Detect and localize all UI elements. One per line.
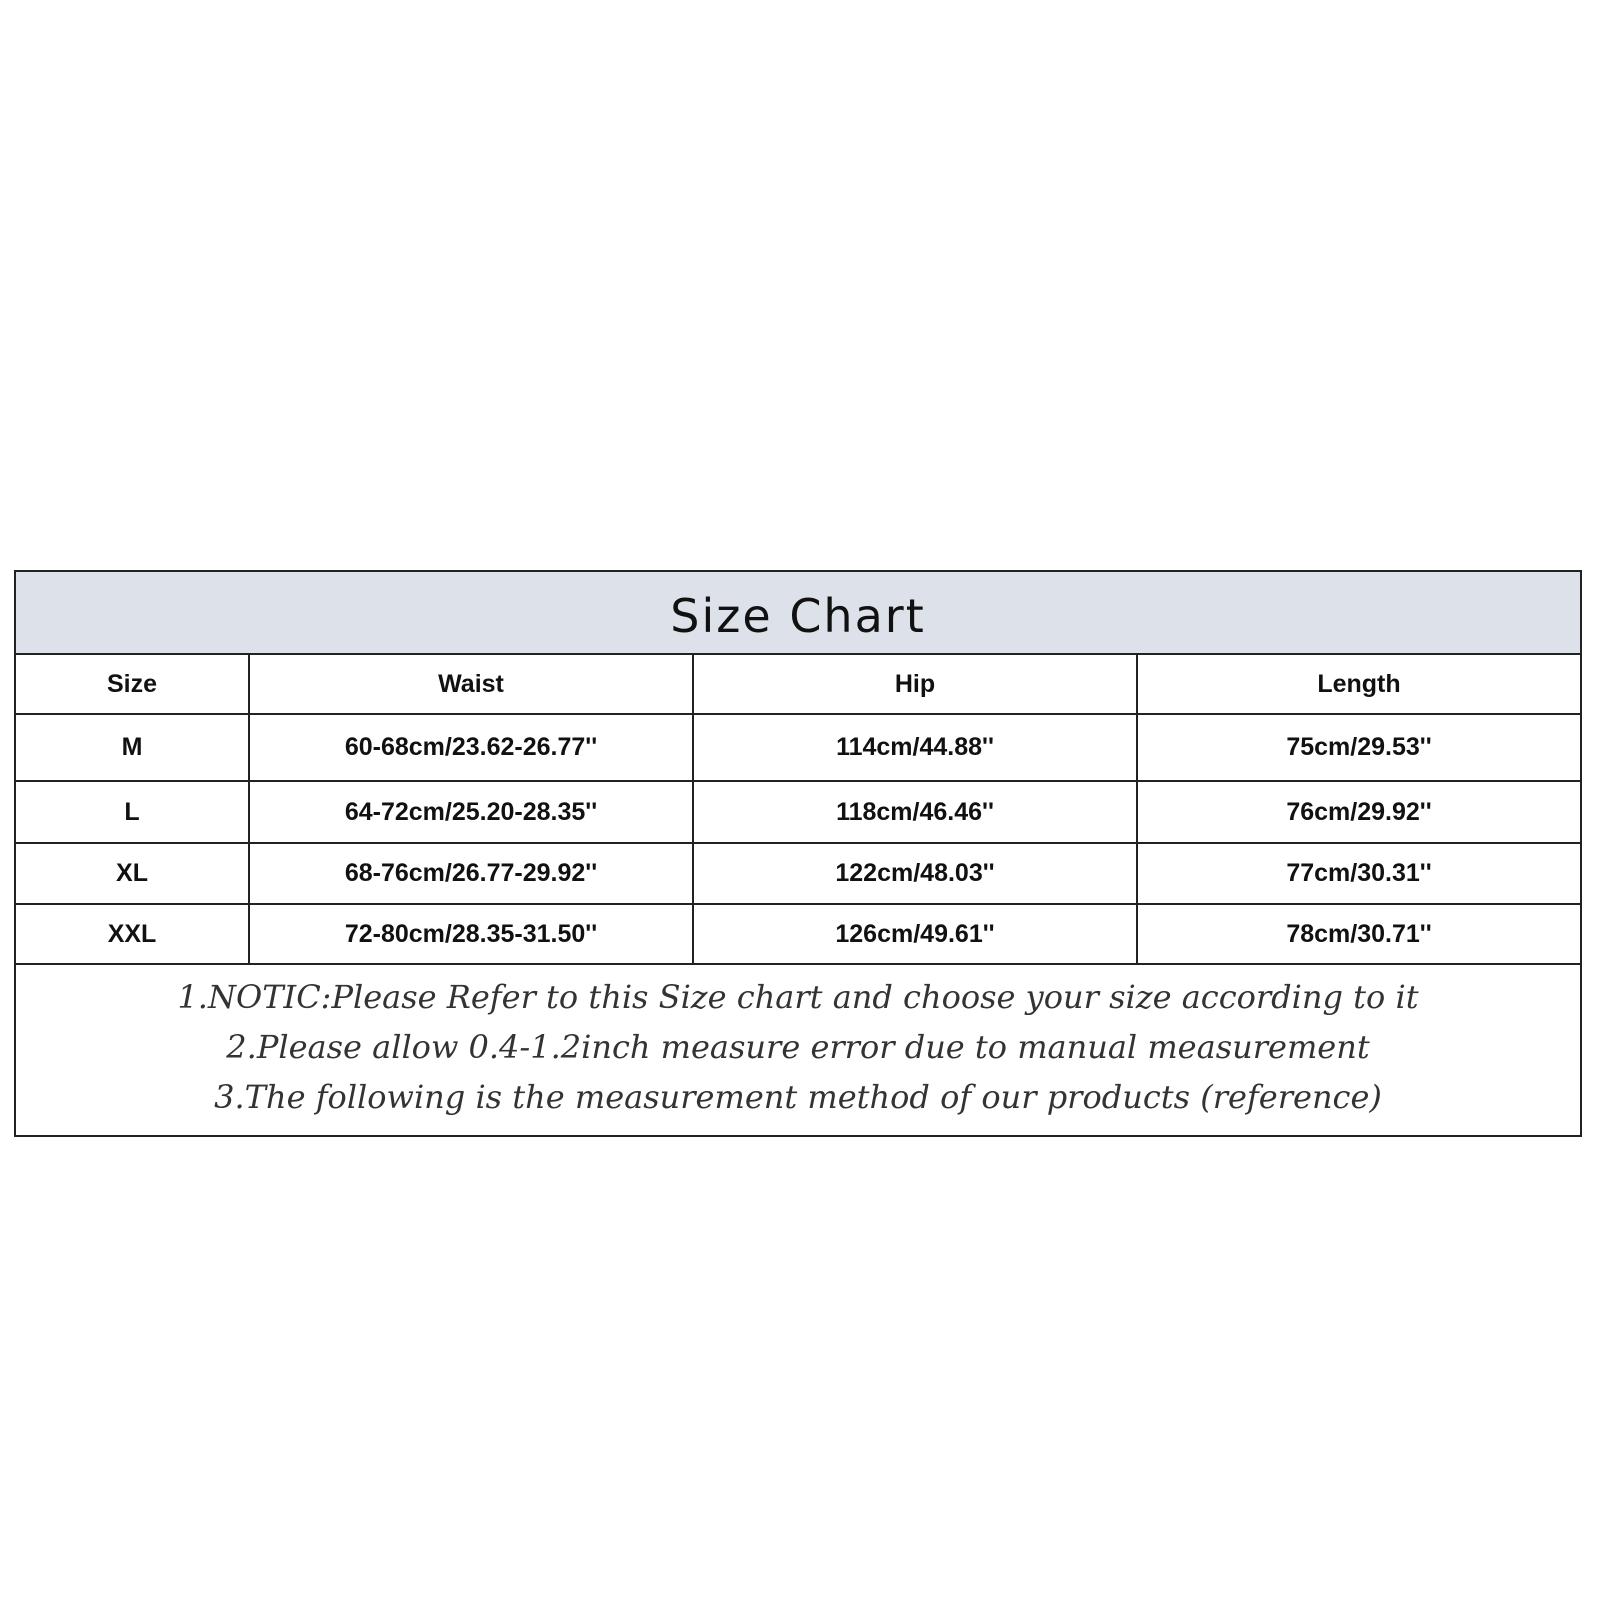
cell-hip: 114cm/44.88'' (693, 714, 1137, 781)
note-2: 2.Please allow 0.4-1.2inch measure error due to manual measurement (226, 1028, 1370, 1066)
cell-length: 78cm/30.71'' (1137, 904, 1580, 964)
cell-length: 77cm/30.31'' (1137, 843, 1580, 904)
table-row (16, 714, 1580, 781)
header-waist: Waist (249, 655, 693, 714)
cell-length: 75cm/29.53'' (1137, 714, 1580, 781)
cell-waist: 60-68cm/23.62-26.77'' (249, 714, 693, 781)
table-row (16, 843, 1580, 904)
cell-hip: 118cm/46.46'' (693, 781, 1137, 843)
header-row (16, 655, 1580, 714)
cell-size: L (16, 781, 249, 843)
cell-waist: 64-72cm/25.20-28.35'' (249, 781, 693, 843)
header-hip: Hip (693, 655, 1137, 714)
size-table (16, 655, 1580, 965)
cell-waist: 72-80cm/28.35-31.50'' (249, 904, 693, 964)
cell-hip: 126cm/49.61'' (693, 904, 1137, 964)
header-size: Size (16, 655, 249, 714)
size-chart (14, 570, 1582, 1137)
notes-section (16, 965, 1580, 1135)
cell-size: M (16, 714, 249, 781)
title-bar (16, 572, 1580, 655)
cell-hip: 122cm/48.03'' (693, 843, 1137, 904)
header-length: Length (1137, 655, 1580, 714)
table-row (16, 904, 1580, 964)
cell-waist: 68-76cm/26.77-29.92'' (249, 843, 693, 904)
chart-title: Size Chart (670, 588, 926, 643)
note-3: 3.The following is the measurement method of our products (reference) (214, 1078, 1382, 1116)
table-row (16, 781, 1580, 843)
cell-size: XL (16, 843, 249, 904)
cell-size: XXL (16, 904, 249, 964)
note-1: 1.NOTIC:Please Refer to this Size chart and choose your size according to it (177, 978, 1419, 1016)
cell-length: 76cm/29.92'' (1137, 781, 1580, 843)
